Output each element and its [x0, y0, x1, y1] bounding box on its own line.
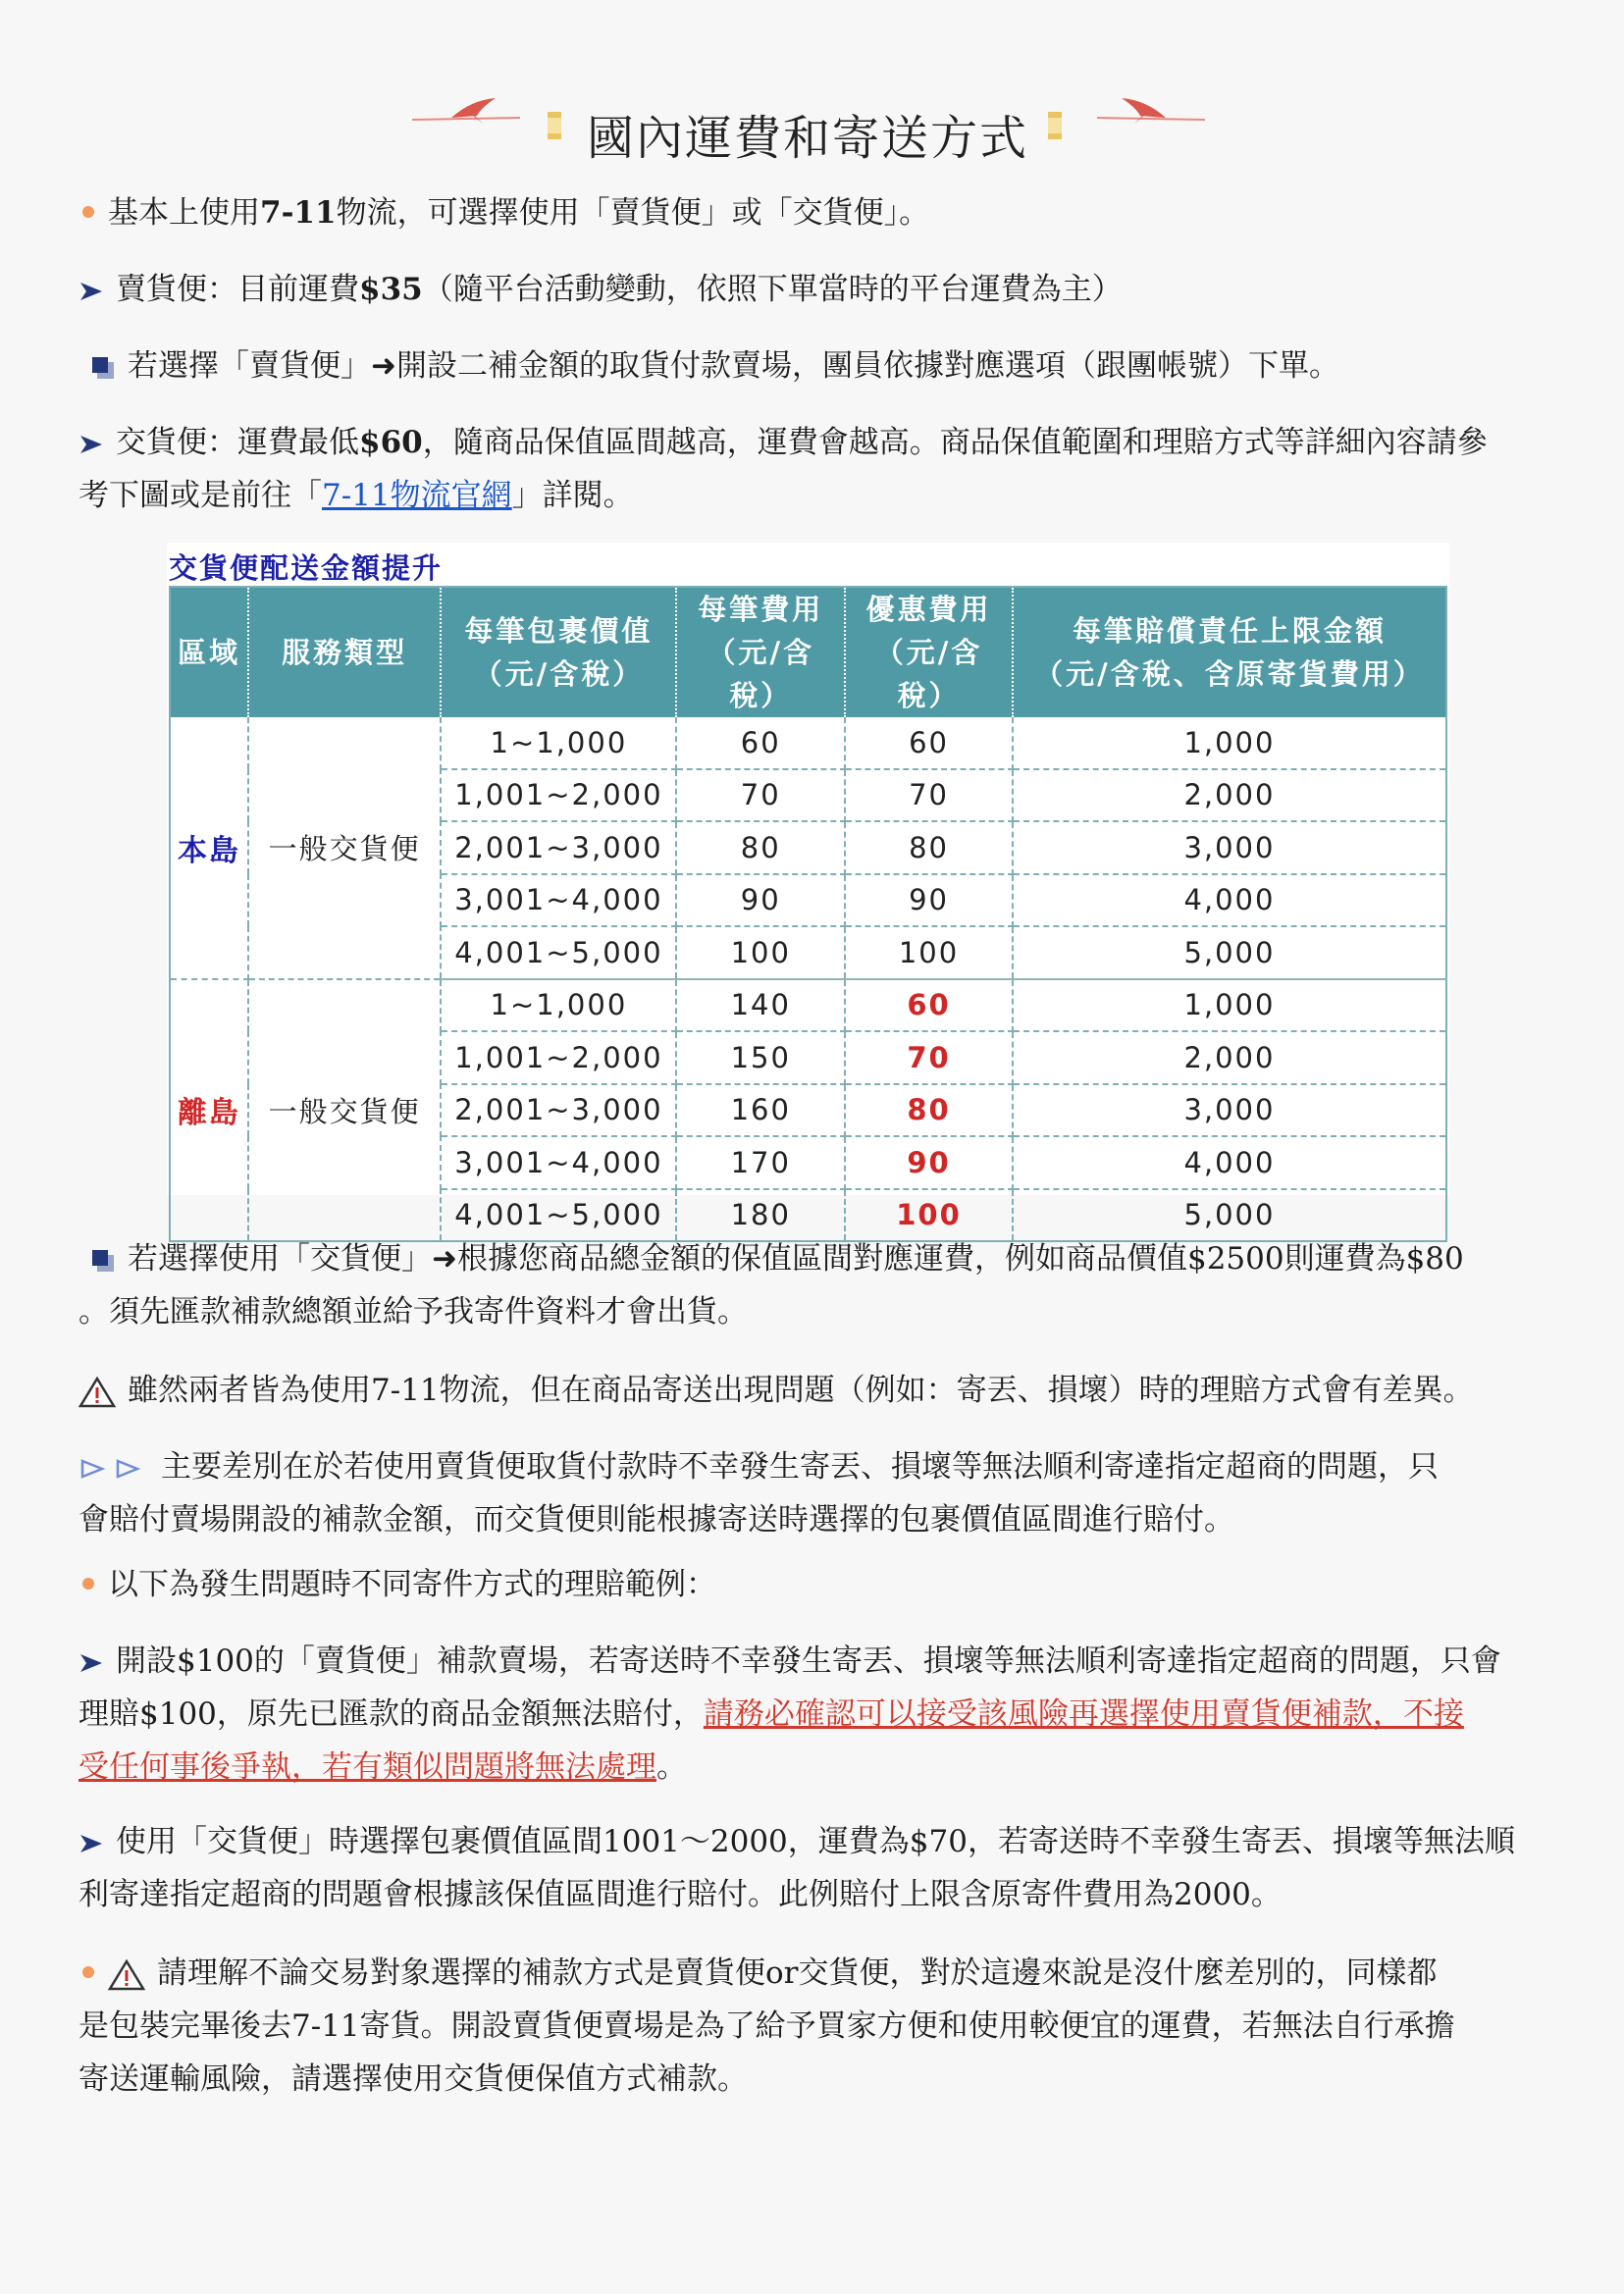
page-title: 國內運費和寄送方式 [587, 111, 1029, 166]
title-row [0, 86, 1624, 175]
final-note-paragraph: 請理解不論交易對象選擇的補款方式是賣貨便or交貨便，對於這邊來說是沒什麼差別的，同樣都 是包裝完畢後去7-11寄貨。開設賣貨便賣場是為了給予買家方便和使用較便宜的運費，若無法自行承擔 寄送運輸風險，請選擇使用交貨便保值方式補款。 [79, 1955, 1455, 2097]
header-value: 每筆包裹價值 （元/含稅） [441, 587, 676, 717]
value-cell: 4,001~5,000 [441, 1189, 676, 1242]
fee-cell: 150 [676, 1031, 845, 1084]
fee-cell: 60 [676, 717, 845, 769]
deliver-note-paragraph: 若選擇使用「交貨便」➜根據您商品總金額的保值區間對應運費，例如商品價值$2500則運費為$80 [90, 1232, 1543, 1285]
risk-warning-text: 請務必確認可以接受該風險再選擇使用賣貨便補款，不接 [703, 1696, 1464, 1732]
comp-cell: 4,000 [1013, 1136, 1446, 1189]
comp-cell: 1,000 [1013, 979, 1446, 1032]
orange-dot-bullet [82, 206, 94, 218]
value-cell: 4,001~5,000 [441, 926, 676, 979]
promo-cell: 60 [845, 717, 1013, 769]
sell-shipping-paragraph: 賣貨便：目前運費$35（隨平台活動變動，依照下單當時的平台運費為主） [79, 263, 1541, 316]
example-sell-paragraph: 開設$100的「賣貨便」補款賣場，若寄送時不幸發生寄丟、損壞等無法順利寄達指定超商的問題，只會 理賠$100，原先已匯款的商品金額無法賠付，請務必確認可以接受該風險再選擇使用賣貨便補款，不接 受任何事後爭執，若有類似問題將無法處理。 [79, 1643, 1501, 1785]
comp-cell: 5,000 [1013, 926, 1446, 979]
promo-cell: 70 [845, 769, 1013, 822]
orange-dot-bullet [82, 1578, 94, 1590]
table-row [170, 717, 1446, 769]
promo-cell: 80 [845, 821, 1013, 874]
comp-cell: 4,000 [1013, 874, 1446, 927]
comp-cell: 3,000 [1013, 1084, 1446, 1137]
promo-cell: 90 [845, 1136, 1013, 1189]
examples-intro-paragraph: 以下為發生問題時不同寄件方式的理賠範例： [79, 1558, 1541, 1611]
value-cell: 2,001~3,000 [441, 821, 676, 874]
example-deliver-paragraph: 使用「交貨便」時選擇包裹價值區間1001～2000，運費為$70，若寄送時不幸發生寄丟、損壞等無法順 利寄達指定超商的問題會根據該保值區間進行賠付。此例賠付上限含原寄件費用為2000。 [79, 1824, 1515, 1912]
value-cell: 1~1,000 [441, 717, 676, 769]
service-cell: 一般交貨便 [248, 717, 442, 979]
orange-dot-bullet [82, 1966, 94, 1978]
promo-cell: 80 [845, 1084, 1013, 1137]
value-cell: 1,001~2,000 [441, 1031, 676, 1084]
comp-cell: 3,000 [1013, 821, 1446, 874]
fee-cell: 140 [676, 979, 845, 1032]
value-cell: 1,001~2,000 [441, 769, 676, 822]
warning-icon [79, 1377, 116, 1408]
fee-cell: 100 [676, 926, 845, 979]
warning-icon [108, 1959, 145, 1991]
region-cell-outer: 離島 [170, 979, 248, 1242]
arrow-bullet-icon [79, 1833, 104, 1854]
comp-cell: 2,000 [1013, 1031, 1446, 1084]
deliver-shipping-paragraph: 交貨便：運費最低$60，隨商品保值區間越高，運費會越高。商品保值範圍和理賠方式等詳細內容請參 考下圖或是前往「7-11物流官網」詳閱。 [79, 425, 1488, 513]
value-cell: 2,001~3,000 [441, 1084, 676, 1137]
sell-note-paragraph: 若選擇「賣貨便」➜開設二補金額的取貨付款賣場，團員依據對應選項（跟團帳號）下單。 [90, 339, 1552, 392]
risk-warning-text: 受任何事後爭執，若有類似問題將無法處理 [79, 1749, 656, 1785]
rate-table-figure [167, 543, 1449, 1232]
header-compensation: 每筆賠償責任上限金額 （元/含稅、含原寄貨費用） [1013, 587, 1446, 717]
fee-cell: 170 [676, 1136, 845, 1189]
promo-cell: 100 [845, 1189, 1013, 1242]
square-bullet-icon [90, 1248, 116, 1274]
promo-cell: 70 [845, 1031, 1013, 1084]
service-cell: 一般交貨便 [248, 979, 442, 1242]
header-fee: 每筆費用 （元/含稅） [676, 587, 845, 717]
arrow-bullet-icon [79, 434, 104, 455]
double-triangle-icon [79, 1457, 149, 1481]
seven-eleven-logistics-link[interactable]: 7-11物流官網 [322, 478, 512, 513]
comp-cell: 1,000 [1013, 717, 1446, 769]
square-bullet-icon [90, 355, 116, 381]
region-cell-main: 本島 [170, 717, 248, 979]
header-service: 服務類型 [248, 587, 442, 717]
value-cell: 1~1,000 [441, 979, 676, 1032]
table-header-row [170, 587, 1446, 717]
promo-cell: 100 [845, 926, 1013, 979]
value-cell: 3,001~4,000 [441, 1136, 676, 1189]
header-region: 區域 [170, 587, 248, 717]
bird-icon [412, 94, 520, 133]
main-diff-paragraph: 主要差別在於若使用賣貨便取貨付款時不幸發生寄丟、損壞等無法順利寄達指定超商的問題，只 會賠付賣場開設的補款金額，而交貨便則能根據寄送時選擇的包裹價值區間進行賠付。 [79, 1449, 1439, 1538]
arrow-bullet-icon [79, 1652, 104, 1674]
header-promo: 優惠費用 （元/含稅） [845, 587, 1013, 717]
fee-cell: 160 [676, 1084, 845, 1137]
fee-cell: 90 [676, 874, 845, 927]
fee-cell: 80 [676, 821, 845, 874]
intro-paragraph: 基本上使用7-11物流，可選擇使用「賣貨便」或「交貨便」。 [79, 186, 1541, 239]
candy-icon [1042, 104, 1068, 147]
arrow-bullet-icon [79, 281, 104, 302]
table-caption: 交貨便配送金額提升 [169, 551, 444, 585]
comp-cell: 5,000 [1013, 1189, 1446, 1242]
fee-cell: 180 [676, 1189, 845, 1242]
promo-cell: 90 [845, 874, 1013, 927]
value-cell: 3,001~4,000 [441, 874, 676, 927]
fee-cell: 70 [676, 769, 845, 822]
deliver-note-line2: 。須先匯款補款總額並給予我寄件資料才會出貨。 [79, 1294, 748, 1329]
table-row [170, 979, 1446, 1032]
warning-paragraph: 雖然兩者皆為使用7-11物流，但在商品寄送出現問題（例如：寄丟、損壞）時的理賠方式會有差異。 [79, 1364, 1541, 1417]
promo-cell: 60 [845, 979, 1013, 1032]
comp-cell: 2,000 [1013, 769, 1446, 822]
rate-table [169, 586, 1447, 1242]
candy-icon [542, 104, 567, 147]
bird-icon [1097, 94, 1205, 133]
